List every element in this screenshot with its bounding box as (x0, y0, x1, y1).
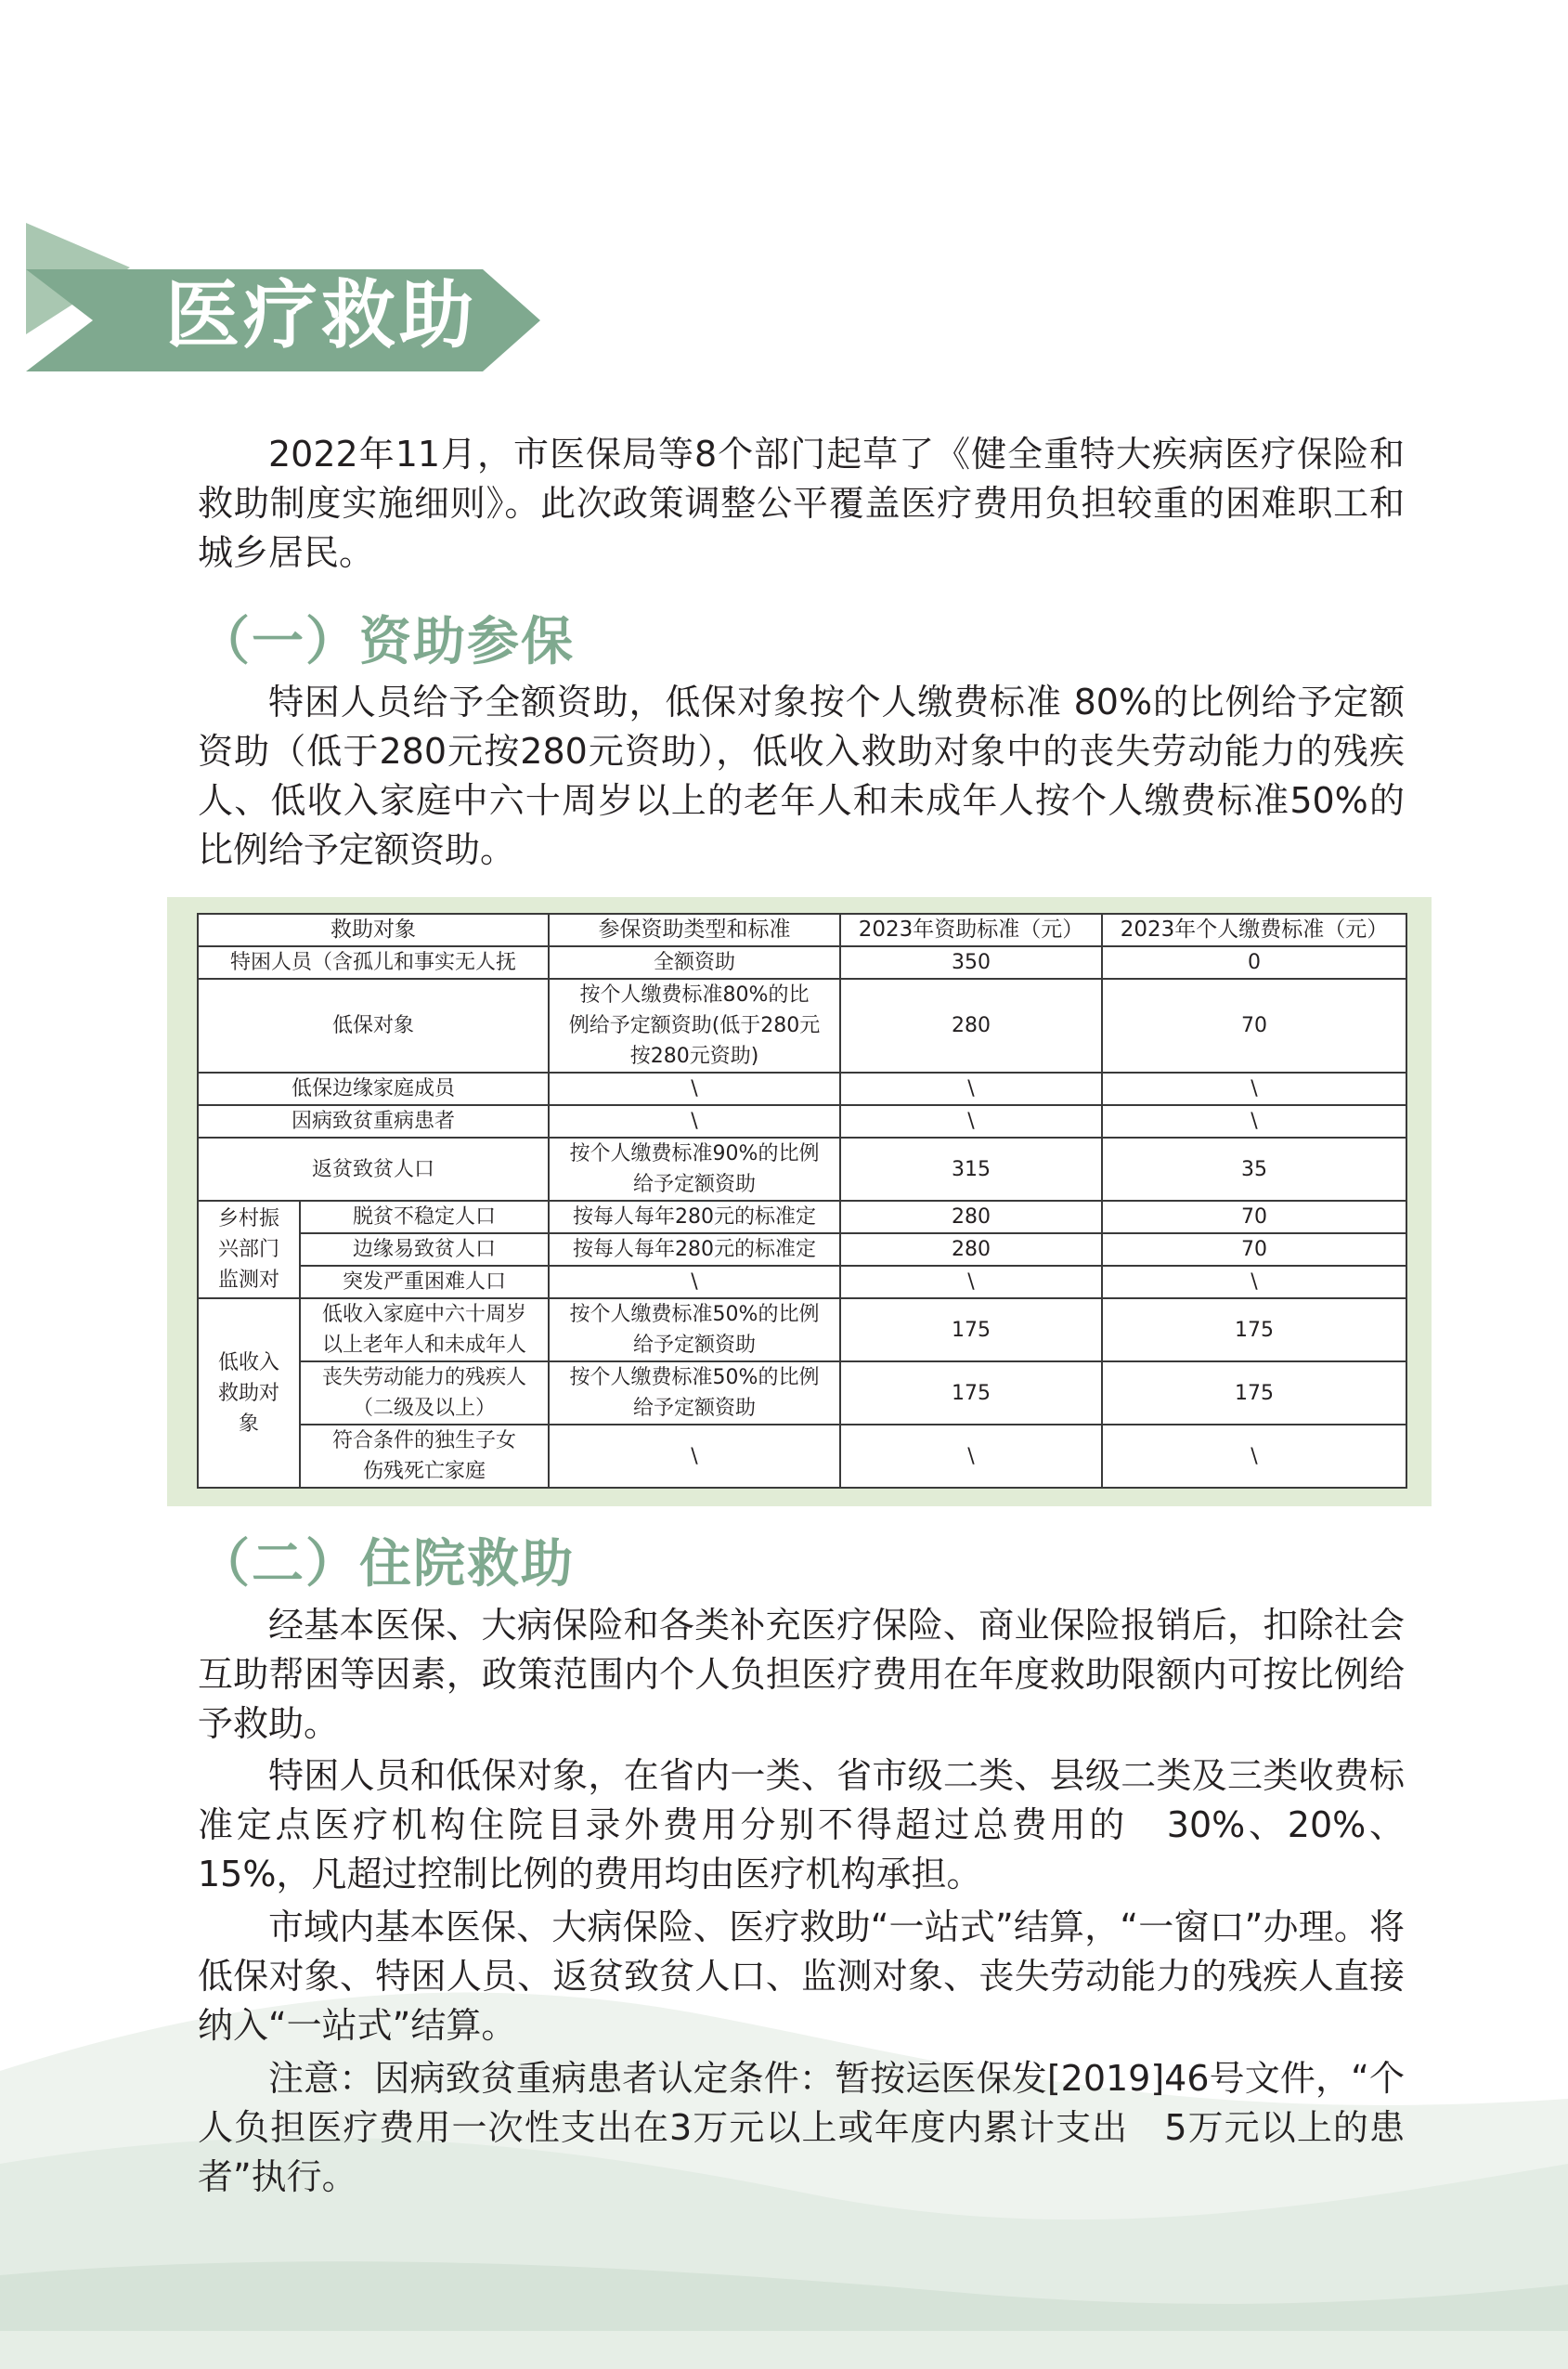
target-cell: 脱贫不稳定人口 (300, 1201, 549, 1233)
subsidy-cell: 175 (840, 1298, 1102, 1361)
table-row (198, 1266, 1406, 1298)
table-row (198, 1073, 1406, 1105)
subsidy-cell: \ (840, 1425, 1102, 1488)
note-paragraph: 注意：因病致贫重病患者认定条件：暂按运医保发[2019]46号文件，“个人负担医疗费用一次性支出在3万元以上或年度内累计支出 5万元以上的患者”执行。 (198, 2058, 1405, 2197)
section-paragraph: 特困人员给予全额资助，低保对象按个人缴费标准 80%的比例给予定额资助（低于280元按280元资助），低收入救助对象中的丧失劳动能力的残疾人、低收入家庭中六十周岁以上的老年人和未成年人按个人缴费标准50%的比例给予定额资助。 (198, 682, 1405, 870)
table-row (198, 1298, 1406, 1361)
section-paragraph: 经基本医保、大病保险和各类补充医疗保险、商业保险报销后，扣除社会互助帮困等因素，政策范围内个人负担医疗费用在年度救助限额内可按比例给予救助。 (198, 1605, 1405, 1744)
target-cell: 因病致贫重病患者 (198, 1105, 549, 1138)
target-cell: 突发严重困难人口 (300, 1266, 549, 1298)
group-label-cell: 乡村振 兴部门 监测对 (198, 1201, 300, 1298)
subsidy-cell: \ (840, 1266, 1102, 1298)
subsidy-cell: 280 (840, 1233, 1102, 1266)
section-paragraph: 特困人员和低保对象，在省内一类、省市级二类、县级二类及三类收费标准定点医疗机构住院目录外费用分别不得超过总费用的 30%、20%、15%，凡超过控制比例的费用均由医疗机构承担。 (198, 1755, 1405, 1894)
type-cell: \ (549, 1425, 840, 1488)
subsidy-cell: 175 (840, 1361, 1102, 1425)
fee-cell: 175 (1102, 1298, 1406, 1361)
subsidy-cell: \ (840, 1105, 1102, 1138)
table-row (198, 946, 1406, 979)
fee-cell: 35 (1102, 1138, 1406, 1201)
fee-cell: 175 (1102, 1361, 1406, 1425)
type-cell: 按个人缴费标准50%的比例 给予定额资助 (549, 1298, 840, 1361)
fee-cell: \ (1102, 1073, 1406, 1105)
subsidy-cell: 280 (840, 1201, 1102, 1233)
fee-cell: \ (1102, 1105, 1406, 1138)
header-cell: 救助对象 (198, 914, 549, 946)
header-cell: 2023年资助标准（元） (840, 914, 1102, 946)
table-row (198, 1105, 1406, 1138)
target-cell: 低保对象 (198, 979, 549, 1073)
type-cell: \ (549, 1073, 840, 1105)
target-cell: 低保边缘家庭成员 (198, 1073, 549, 1105)
target-cell: 边缘易致贫人口 (300, 1233, 549, 1266)
subsidy-cell: 350 (840, 946, 1102, 979)
section-heading: （二）住院救助 (198, 1534, 575, 1595)
fee-cell: 0 (1102, 946, 1406, 979)
table-row (198, 1425, 1406, 1488)
fee-cell: 70 (1102, 979, 1406, 1073)
fee-cell: \ (1102, 1425, 1406, 1488)
target-cell: 符合条件的独生子女 伤残死亡家庭 (300, 1425, 549, 1488)
table-header-row (198, 914, 1406, 946)
table-row (198, 1233, 1406, 1266)
type-cell: \ (549, 1105, 840, 1138)
type-cell: 按每人每年280元的标准定 (549, 1201, 840, 1233)
type-cell: 全额资助 (549, 946, 840, 979)
subsidy-cell: \ (840, 1073, 1102, 1105)
type-cell: \ (549, 1266, 840, 1298)
subsidy-cell: 315 (840, 1138, 1102, 1201)
target-cell: 返贫致贫人口 (198, 1138, 549, 1201)
type-cell: 按个人缴费标准50%的比例 给予定额资助 (549, 1361, 840, 1425)
section-heading: （一）资助参保 (198, 612, 575, 672)
page-title: 医疗救助 (165, 272, 477, 358)
target-cell: 低收入家庭中六十周岁 以上老年人和未成年人 (300, 1298, 549, 1361)
header-cell: 2023年个人缴费标准（元） (1102, 914, 1406, 946)
fee-cell: \ (1102, 1266, 1406, 1298)
type-cell: 按个人缴费标准90%的比例 给予定额资助 (549, 1138, 840, 1201)
table-row (198, 1201, 1406, 1233)
table-row (198, 979, 1406, 1073)
header-cell: 参保资助类型和标准 (549, 914, 840, 946)
subsidy-cell: 280 (840, 979, 1102, 1073)
target-cell: 特困人员（含孤儿和事实无人抚 (198, 946, 549, 979)
table-row (198, 1138, 1406, 1201)
group-label-cell: 低收入 救助对 象 (198, 1298, 300, 1488)
fee-cell: 70 (1102, 1201, 1406, 1233)
intro-paragraph: 2022年11月，市医保局等8个部门起草了《健全重特大疾病医疗保险和救助制度实施细则》。此次政策调整公平覆盖医疗费用负担较重的困难职工和城乡居民。 (198, 434, 1405, 573)
type-cell: 按每人每年280元的标准定 (549, 1233, 840, 1266)
table-row (198, 1361, 1406, 1425)
aid-standards-table (197, 913, 1407, 1489)
type-cell: 按个人缴费标准80%的比 例给予定额资助(低于280元 按280元资助) (549, 979, 840, 1073)
target-cell: 丧失劳动能力的残疾人 （二级及以上） (300, 1361, 549, 1425)
fee-cell: 70 (1102, 1233, 1406, 1266)
section-paragraph: 市域内基本医保、大病保险、医疗救助“一站式”结算，“一窗口”办理。将低保对象、特困人员、返贫致贫人口、监测对象、丧失劳动能力的残疾人直接纳入“一站式”结算。 (198, 1907, 1405, 2046)
